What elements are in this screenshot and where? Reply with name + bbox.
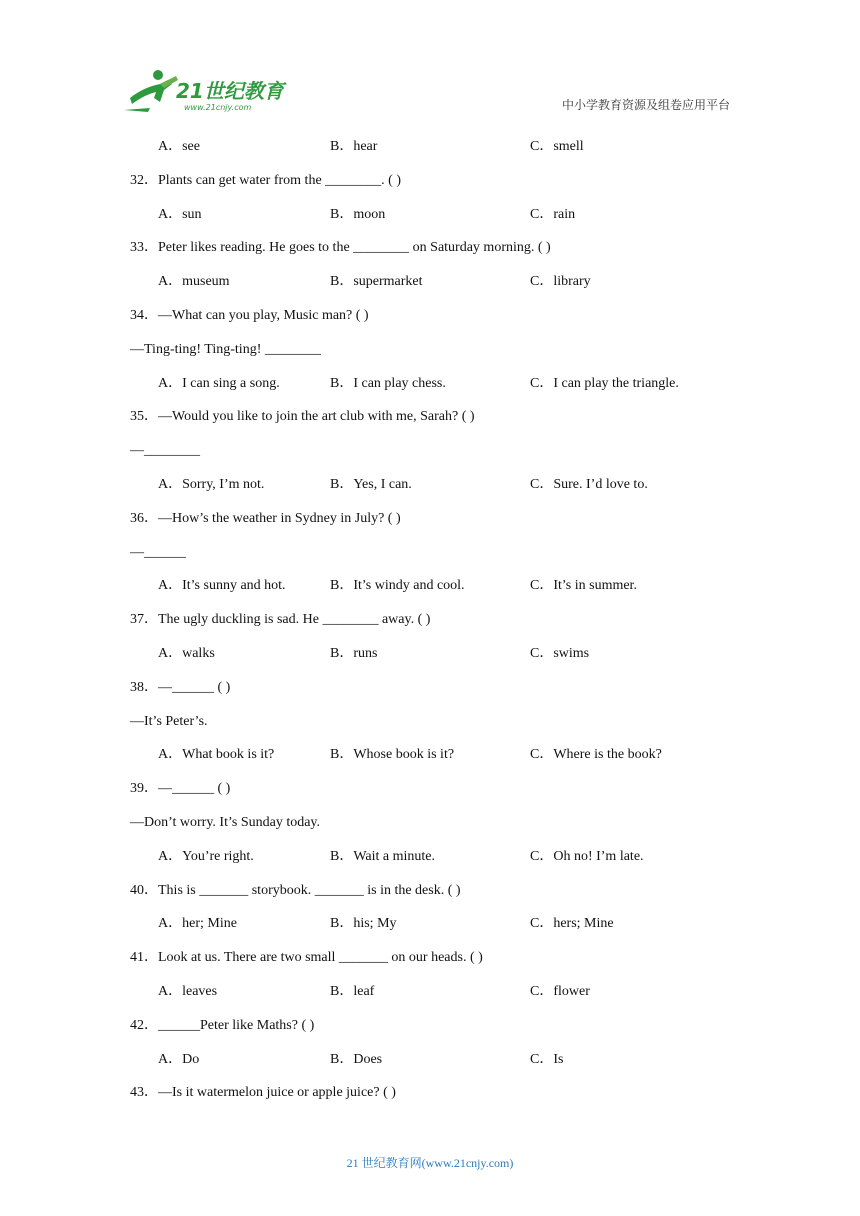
question-line: 32．Plants can get water from the ________. ( ) <box>130 172 401 188</box>
option-a: A．It’s sunny and hot. <box>158 578 286 594</box>
question-line: 42．______Peter like Maths? ( ) <box>130 1017 315 1033</box>
option-b: B．supermarket <box>330 274 423 290</box>
svg-text:21世纪教育: 21世纪教育 <box>176 79 284 103</box>
option-b: B．Does <box>330 1051 383 1067</box>
option-a: A．museum <box>158 274 230 290</box>
question-line: —Don’t worry. It’s Sunday today. <box>130 815 321 830</box>
platform-title: 中小学教育资源及组卷应用平台 <box>561 98 730 112</box>
question-line: 35．—Would you like to join the art club with me, Sarah? ( ) <box>130 409 475 425</box>
option-c: C．swims <box>530 646 590 661</box>
question-line: 34．—What can you play, Music man? ( ) <box>130 308 369 323</box>
page-header <box>0 0 860 120</box>
option-a: A．Sorry, I’m not. <box>158 477 265 492</box>
option-b: B．hear <box>330 139 378 154</box>
option-c: C．hers; Mine <box>530 916 614 932</box>
question-line: —________ <box>130 443 200 459</box>
question-line: 39．—______ ( ) <box>130 781 231 797</box>
option-b: B．Yes, I can. <box>330 477 412 492</box>
svg-text:www.21cnjy.com: www.21cnjy.com <box>184 103 252 112</box>
option-a: A．see <box>158 139 200 154</box>
option-b: B．moon <box>330 206 386 222</box>
question-line: —______ <box>130 544 186 560</box>
option-c: C．rain <box>530 206 576 222</box>
option-c: C．flower <box>530 984 590 999</box>
option-b: B．runs <box>330 646 378 661</box>
question-line: —Ting-ting! Ting-ting! ________ <box>130 341 321 357</box>
question-line: 43．—Is it watermelon juice or apple juice? ( ) <box>130 1085 396 1101</box>
option-a: A．sun <box>158 206 202 222</box>
question-line: 41．Look at us. There are two small _______ on our heads. ( ) <box>130 950 483 966</box>
option-a: A．Do <box>158 1051 200 1067</box>
question-line: 40．This is _______ storybook. _______ is in the desk. ( ) <box>130 882 461 898</box>
option-c: C．Where is the book? <box>530 747 662 763</box>
question-line: —It’s Peter’s. <box>130 713 208 729</box>
option-a: A．leaves <box>158 984 218 999</box>
option-a: A．I can sing a song. <box>158 375 280 391</box>
question-line: 36．—How’s the weather in Sydney in July? ( ) <box>130 510 401 526</box>
runner-icon <box>124 70 178 112</box>
option-c: C．Oh no! I’m late. <box>530 848 644 864</box>
option-b: B．Wait a minute. <box>330 848 436 864</box>
option-c: C．library <box>530 274 591 290</box>
option-a: A．What book is it? <box>158 747 275 763</box>
logo <box>120 68 290 116</box>
option-b: B．his; My <box>330 916 397 932</box>
option-b: B．I can play chess. <box>330 375 446 391</box>
option-c: C．Is <box>530 1051 564 1067</box>
question-line: 38．—______ ( ) <box>130 679 231 695</box>
footer-link[interactable]: 21 世纪教育网(www.21cnjy.com) <box>346 1156 514 1170</box>
option-c: C．I can play the triangle. <box>530 375 679 391</box>
option-b: B．leaf <box>330 984 375 999</box>
option-a: A．walks <box>158 646 215 661</box>
question-line: 37．The ugly duckling is sad. He ________ away. ( ) <box>130 612 431 628</box>
option-a: A．You’re right. <box>158 848 254 864</box>
option-c: C．smell <box>530 139 584 154</box>
option-a: A．her; Mine <box>158 916 237 932</box>
option-b: B．It’s windy and cool. <box>330 578 465 594</box>
option-b: B．Whose book is it? <box>330 747 455 763</box>
option-c: C．Sure. I’d love to. <box>530 477 648 492</box>
question-line: 33．Peter likes reading. He goes to the ________ on Saturday morning. ( ) <box>130 240 551 256</box>
option-c: C．It’s in summer. <box>530 578 637 594</box>
